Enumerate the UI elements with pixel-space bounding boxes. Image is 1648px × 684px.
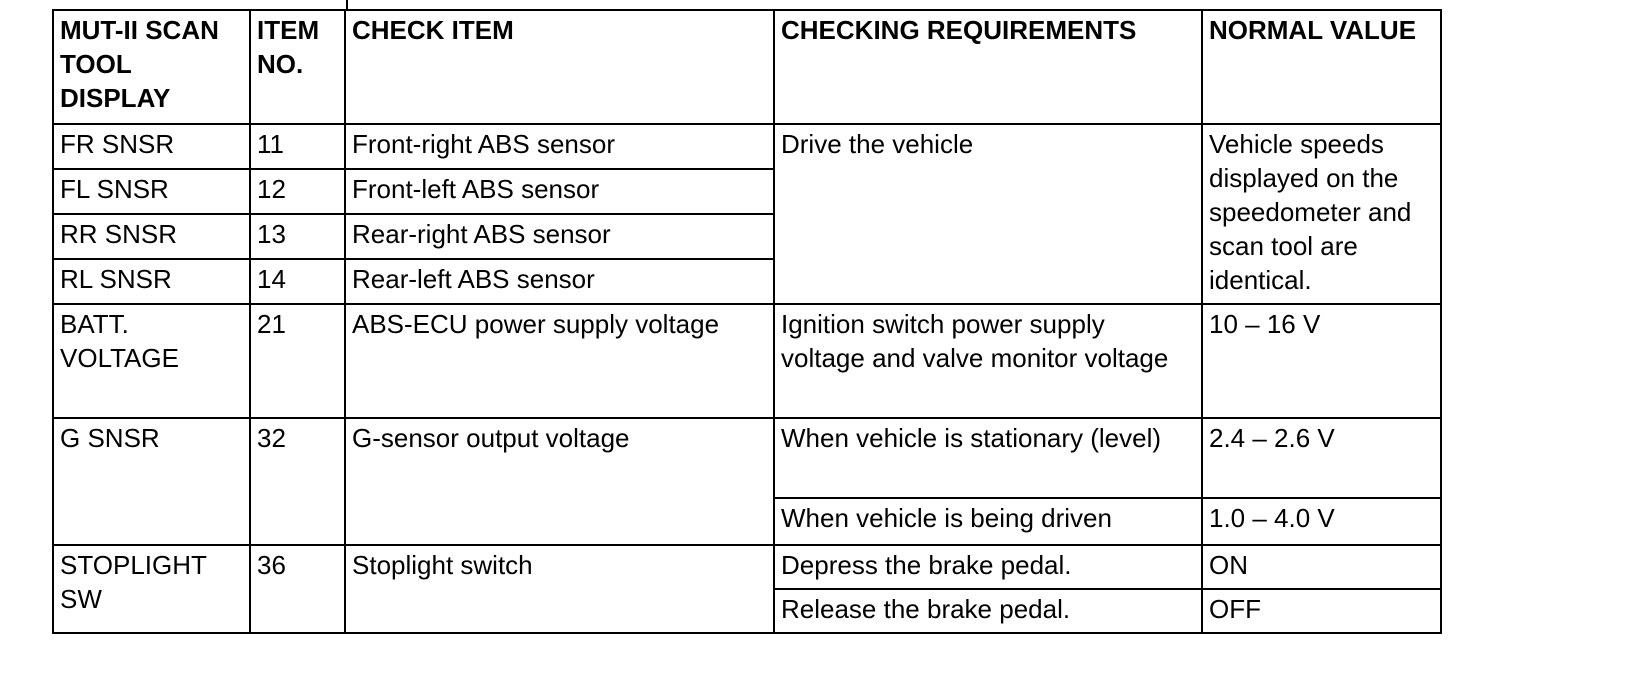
cell-check-item: Front-right ABS sensor [345,124,774,169]
cell-check-item: Rear-left ABS sensor [345,259,774,304]
cell-display: RR SNSR [53,214,250,259]
cell-check-item: G-sensor output voltage [345,418,774,545]
cell-item-no: 21 [250,304,345,418]
header-display: MUT-II SCAN TOOL DISPLAY [53,10,250,124]
cell-item-no: 32 [250,418,345,545]
scan-tool-spec-table [52,9,1442,634]
cell-display: BATT. VOLTAGE [53,304,250,418]
cell-item-no: 13 [250,214,345,259]
cell-normal-value: 2.4 – 2.6 V [1202,418,1441,498]
cell-check-item: Front-left ABS sensor [345,169,774,214]
cell-check-item: ABS-ECU power supply voltage [345,304,774,418]
table-row [53,304,1441,418]
header-requirements: CHECKING REQUIREMENTS [774,10,1202,124]
header-check-item: CHECK ITEM [345,10,774,124]
cell-requirement: Depress the brake pedal. [774,545,1202,589]
header-item-no: ITEM NO. [250,10,345,124]
header-row [53,10,1441,124]
cell-item-no: 14 [250,259,345,304]
cell-requirement: Release the brake pedal. [774,589,1202,633]
table-row [53,545,1441,589]
cell-requirement: When vehicle is stationary (level) [774,418,1202,498]
table-row [53,418,1441,498]
cell-requirement: When vehicle is being driven [774,498,1202,545]
cell-check-item: Rear-right ABS sensor [345,214,774,259]
table-row [53,124,1441,169]
page-edge-mark [346,0,348,9]
cell-item-no: 11 [250,124,345,169]
cell-normal-value: ON [1202,545,1441,589]
cell-check-item: Stoplight switch [345,545,774,633]
cell-display: RL SNSR [53,259,250,304]
cell-requirement: Drive the vehicle [774,124,1202,304]
cell-item-no: 12 [250,169,345,214]
cell-normal-value: 1.0 – 4.0 V [1202,498,1441,545]
header-normal-value: NORMAL VALUE [1202,10,1441,124]
cell-normal-value: OFF [1202,589,1441,633]
cell-requirement: Ignition switch power supply voltage and valve monitor voltage [774,304,1202,418]
cell-display: FR SNSR [53,124,250,169]
cell-normal-value: 10 – 16 V [1202,304,1441,418]
cell-normal-value: Vehicle speeds displayed on the speedometer and scan tool are identical. [1202,124,1441,304]
cell-item-no: 36 [250,545,345,633]
cell-display: G SNSR [53,418,250,545]
cell-display: STOPLIGHT SW [53,545,250,633]
cell-display: FL SNSR [53,169,250,214]
